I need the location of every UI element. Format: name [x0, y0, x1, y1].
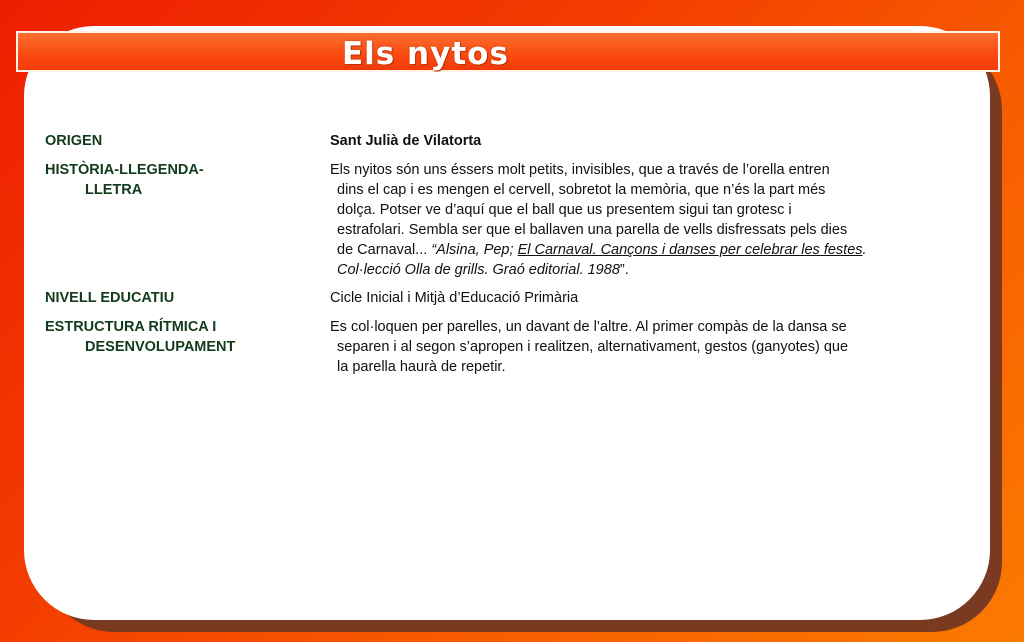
historia-line-1: Els nyitos són uns éssers molt petits, invisibles, que a través de l’orella entren	[330, 162, 830, 178]
estructura-line-3: la parella haurà de repetir.	[337, 359, 506, 375]
historia-line5-plain: de Carnaval...	[337, 242, 432, 258]
value-historia	[330, 160, 990, 280]
estructura-line-2: separen i al segon s’apropen i realitzen, alternativament, gestos (ganyotes) que	[337, 339, 849, 355]
historia-line5-end: .	[862, 242, 867, 258]
historia-line6-italic: Col·lecció Olla de grills. Graó editorial. 1988	[337, 262, 620, 278]
page-title: Els nytos	[342, 36, 509, 72]
label-historia-line2: LLETRA	[85, 182, 143, 198]
label-nivell: NIVELL EDUCATIU	[45, 290, 175, 306]
historia-line-2: dins el cap i es mengen el cervell, sobretot la memòria, que n’és la part més	[337, 182, 826, 198]
historia-citation-title: El Carnaval. Cançons i danses per celebrar les festes	[517, 242, 863, 258]
historia-line6-end: ”.	[619, 262, 629, 278]
value-origen: Sant Julià de Vilatorta	[330, 133, 482, 149]
historia-line-4: estrafolari. Sembla ser que el ballaven una parella de vells disfressats pels dies	[337, 222, 848, 238]
historia-line-3: dolça. Potser ve d’aquí que el ball que us presentem sigui tan grotesc i	[337, 202, 792, 218]
historia-line5-italic: “Alsina, Pep;	[431, 242, 518, 258]
estructura-line-1: Es col·loquen per parelles, un davant de l’altre. Al primer compàs de la dansa se	[330, 319, 847, 335]
historia-line-6	[330, 260, 990, 280]
label-historia	[45, 160, 204, 200]
label-historia-line1: HISTÒRIA-LLEGENDA-	[45, 162, 204, 178]
value-estructura	[330, 317, 990, 377]
label-origen: ORIGEN	[45, 133, 103, 149]
value-nivell: Cicle Inicial i Mitjà d’Educació Primària	[330, 290, 579, 306]
historia-line-5	[330, 240, 990, 260]
label-estructura-line1: ESTRUCTURA RÍTMICA I	[45, 319, 217, 335]
label-estructura	[45, 317, 235, 357]
label-estructura-line2: DESENVOLUPAMENT	[85, 339, 236, 355]
